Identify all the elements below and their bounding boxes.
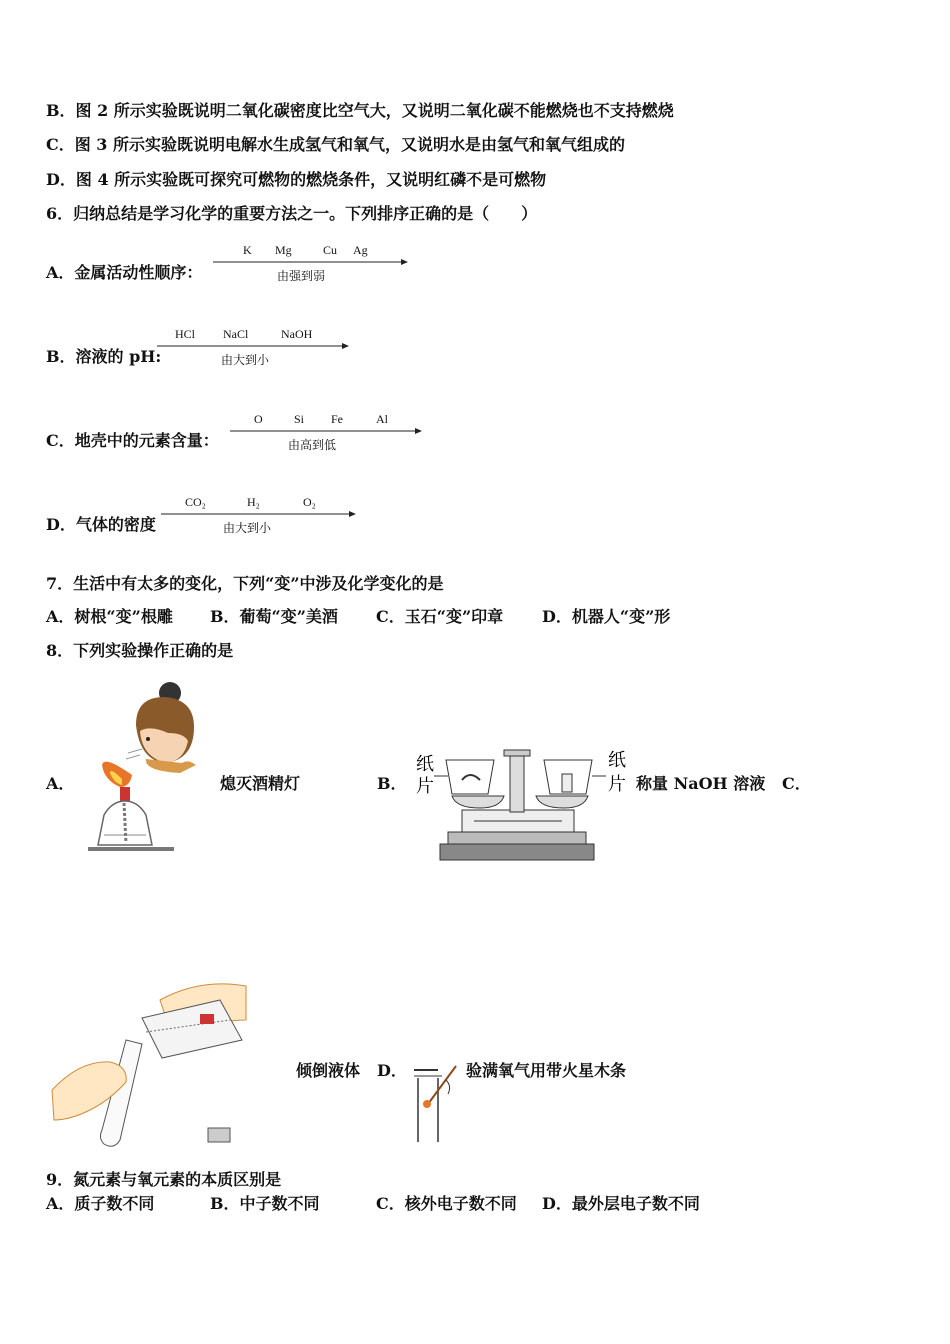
q6-c-item: Fe bbox=[331, 412, 343, 426]
q6-option-a-arrow bbox=[213, 243, 408, 283]
q7-option: C．玉石“变”印章 bbox=[376, 607, 504, 626]
q6-option-c-label: C．地壳中的元素含量： bbox=[46, 431, 219, 450]
q6-a-item: Mg bbox=[275, 243, 292, 257]
q9-option: A．质子数不同 bbox=[46, 1194, 155, 1213]
q8-option-c-letter: C． bbox=[782, 774, 811, 793]
q6-option-d-label: D．气体的密度 bbox=[46, 515, 156, 534]
q6-a-order: 由强到弱 bbox=[277, 269, 326, 283]
q8-option-b-caption: 称量 NaOH 溶液 bbox=[636, 774, 766, 793]
oxygen-test-illustration bbox=[408, 1062, 464, 1146]
q6-a-item: Ag bbox=[353, 243, 368, 257]
q6-d-order: 由大到小 bbox=[223, 521, 272, 535]
q9-stem: 9．氮元素与氧元素的本质区别是 bbox=[46, 1170, 282, 1189]
q6-c-item: O bbox=[254, 412, 263, 426]
q8-option-d-letter: D． bbox=[377, 1061, 407, 1080]
q8-option-a-caption: 熄灭酒精灯 bbox=[220, 774, 301, 793]
q6-option-b-arrow bbox=[157, 327, 349, 367]
paper-label-left: 片 bbox=[416, 776, 434, 797]
q7-stem: 7．生活中有太多的变化，下列“变”中涉及化学变化的是 bbox=[46, 574, 444, 593]
q6-d-item: H₂ bbox=[247, 495, 260, 509]
q6-a-item: Cu bbox=[323, 243, 338, 257]
paper-label-right: 纸 bbox=[608, 750, 626, 771]
q6-b-order: 由大到小 bbox=[221, 353, 270, 367]
q6-d-item: O₂ bbox=[303, 495, 316, 509]
alcohol-lamp-blowing-illustration bbox=[84, 675, 214, 865]
q5-option-c: C．图 3 所示实验既说明电解水生成氢气和氧气，又说明水是由氢气和氧气组成的 bbox=[46, 135, 626, 154]
q8-option-a-letter: A． bbox=[46, 774, 75, 793]
q5-option-d: D．图 4 所示实验既可探究可燃物的燃烧条件，又说明红磷不是可燃物 bbox=[46, 170, 547, 189]
q6-option-a-label: A．金属活动性顺序： bbox=[46, 263, 203, 282]
pouring-liquid-illustration bbox=[50, 980, 250, 1150]
q8-option-c-caption: 倾倒液体 bbox=[296, 1061, 361, 1080]
paper-label-right: 片 bbox=[608, 774, 626, 795]
q8-option-d-caption: 验满氧气用带火星木条 bbox=[466, 1061, 627, 1080]
q6-stem: 6．归纳总结是学习化学的重要方法之一。下列排序正确的是（ ） bbox=[46, 204, 538, 223]
q6-a-item: K bbox=[243, 243, 252, 257]
q9-option: C．核外电子数不同 bbox=[376, 1194, 517, 1213]
q6-c-order: 由高到低 bbox=[288, 438, 337, 452]
q9-options bbox=[46, 1194, 700, 1214]
q6-option-b-label: B．溶液的 pH: bbox=[46, 347, 162, 366]
q8-option-b-letter: B． bbox=[377, 774, 407, 793]
q6-option-c-arrow bbox=[230, 412, 422, 452]
q6-c-item: Si bbox=[294, 412, 305, 426]
q6-option-d-arrow bbox=[161, 495, 356, 535]
q6-b-item: NaCl bbox=[223, 327, 249, 341]
q6-b-item: HCl bbox=[175, 327, 196, 341]
q7-option: A．树根“变”根雕 bbox=[46, 607, 173, 626]
q6-d-item: CO₂ bbox=[185, 495, 206, 509]
q5-option-b: B．图 2 所示实验既说明二氧化碳密度比空气大，又说明二氧化碳不能燃烧也不支持燃烧 bbox=[46, 101, 674, 120]
q7-option: D．机器人“变”形 bbox=[542, 607, 671, 626]
q8-stem: 8．下列实验操作正确的是 bbox=[46, 641, 234, 660]
q6-b-item: NaOH bbox=[281, 327, 313, 341]
q6-c-item: Al bbox=[376, 412, 388, 426]
q9-option: D．最外层电子数不同 bbox=[542, 1194, 700, 1213]
q9-option: B．中子数不同 bbox=[210, 1194, 320, 1213]
q7-option: B．葡萄“变”美酒 bbox=[210, 607, 338, 626]
balance-weighing-illustration bbox=[412, 746, 634, 868]
q7-options bbox=[46, 607, 670, 627]
paper-label-left: 纸 bbox=[416, 754, 434, 775]
